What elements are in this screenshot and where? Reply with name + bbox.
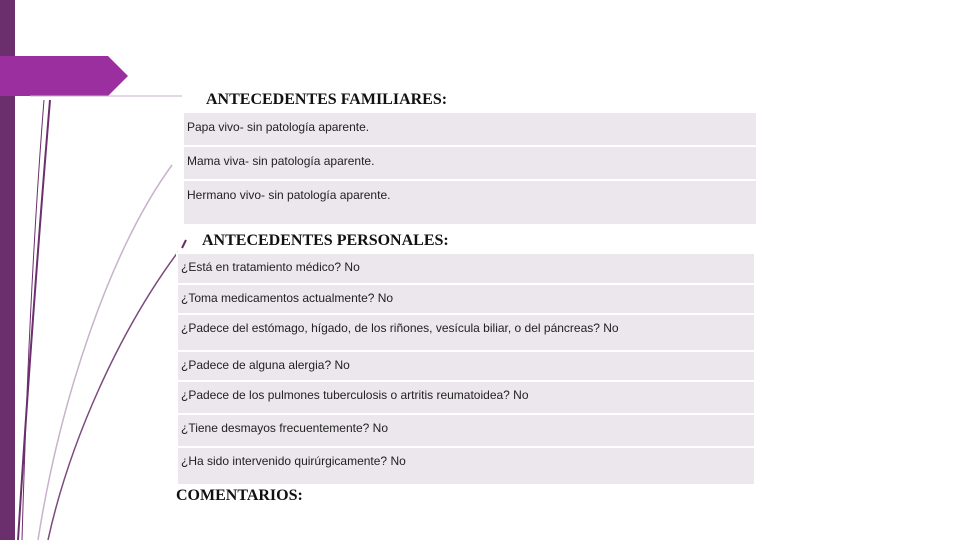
table-cell-text: Papa vivo- sin patología aparente. (187, 120, 370, 134)
curve-line (18, 100, 50, 540)
table-row (183, 180, 757, 225)
comments-heading: COMENTARIOS: (176, 487, 303, 504)
table-cell (177, 284, 755, 314)
table-cell (177, 314, 755, 351)
family-history-table (182, 111, 758, 226)
table-row (177, 381, 755, 414)
table-cell (183, 180, 757, 225)
curve-line (182, 240, 186, 248)
family-history-heading: ANTECEDENTES FAMILIARES: (206, 91, 448, 108)
table-row (177, 351, 755, 381)
table-row (177, 447, 755, 485)
curve-line (48, 252, 178, 540)
table-cell (183, 112, 757, 146)
table-row (183, 146, 757, 180)
curve-line (38, 165, 172, 540)
table-row (177, 253, 755, 284)
personal-history-table (176, 252, 756, 486)
table-cell-text: ¿Padece de los pulmones tuberculosis o artritis reumatoidea? No (181, 388, 529, 402)
table-cell (177, 253, 755, 284)
table-row (177, 314, 755, 351)
accent-arrow-tab (0, 56, 128, 96)
personal-history-heading: ANTECEDENTES PERSONALES: (202, 232, 449, 249)
table-cell-text: ¿Toma medicamentos actualmente? No (181, 291, 394, 305)
table-cell (177, 414, 755, 447)
table-row (177, 284, 755, 314)
table-cell-text: ¿Ha sido intervenido quirúrgicamente? No (181, 454, 406, 468)
table-row (177, 414, 755, 447)
table-cell-text: ¿Padece de alguna alergia? No (181, 358, 350, 372)
table-row (183, 112, 757, 146)
table-cell (177, 381, 755, 414)
table-cell (177, 447, 755, 485)
table-cell-text: Hermano vivo- sin patología aparente. (187, 188, 391, 202)
table-cell-text: ¿Tiene desmayos frecuentemente? No (181, 421, 388, 435)
table-cell-text: ¿Está en tratamiento médico? No (181, 260, 360, 274)
table-cell-text: ¿Padece del estómago, hígado, de los riñones, vesícula biliar, o del páncreas? No (181, 321, 619, 335)
table-cell-text: Mama viva- sin patología aparente. (187, 154, 375, 168)
table-cell (183, 146, 757, 180)
table-cell (177, 351, 755, 381)
curve-line (22, 100, 44, 540)
